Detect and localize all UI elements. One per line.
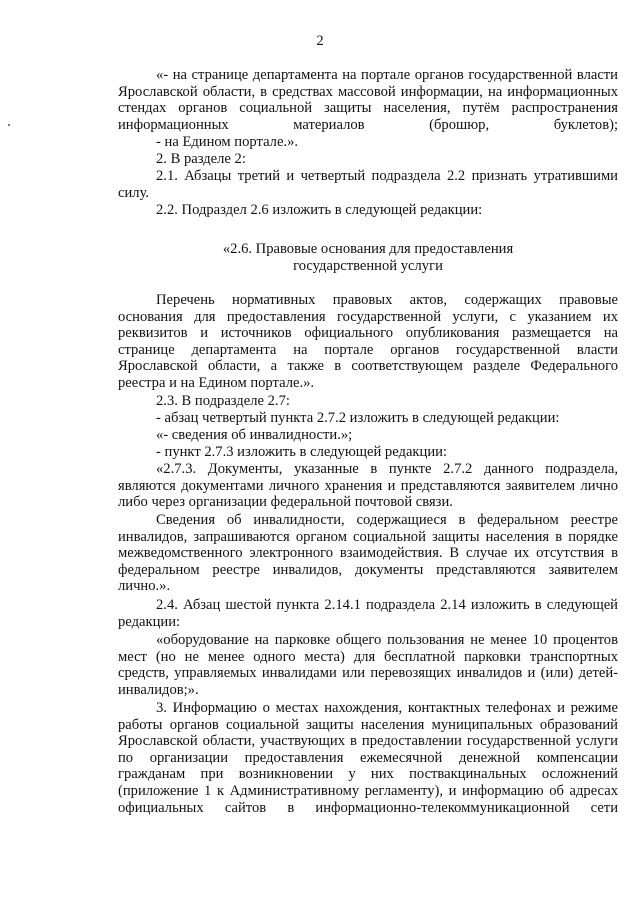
paragraph-6: Перечень нормативных правовых актов, содержащих правовые основания для предоставления государственной услуги, с указанием их реквизитов и источников официального опубликования размещается на странице департамента на портале органов государственной власти Ярославской области, а также в соответствующем разделе Федерального реестра и на Едином портале.». (118, 292, 618, 391)
heading-line-1: «2.6. Правовые основания для предоставления (222, 241, 514, 257)
scan-dot (8, 124, 10, 126)
paragraph-7: 2.3. В подразделе 2.7: (156, 393, 290, 409)
paragraph-5: 2.2. Подраздел 2.6 изложить в следующей редакции: (156, 202, 483, 218)
paragraph-15: 3. Информацию о местах нахождения, контактных телефонах и режиме работы органов социальной защиты населения муниципальных образований Ярославской области, участвующих в предоставлении государственной услуги по организации предоставления ежемесячной денежной компенсации гражданам при возникновении у них поствакцинальных осложнений (приложение 1 к Административному регламенту), и информацию об адресах официальных сайтов в информационно-телекоммуникационной сети (118, 700, 618, 816)
paragraph-2: - на Едином портале.». (156, 134, 299, 150)
section-heading (118, 241, 618, 274)
paragraph-1: «- на странице департамента на портале органов государственной власти Ярославской области, в средствах массовой информации, на информационных стендах органов социальной защиты населения, путём распространения информационных материалов (брошюр, буклетов); (118, 67, 618, 133)
paragraph-14: «оборудование на парковке общего пользования не менее 10 процентов мест (но не менее одного места) для бесплатной парковки транспортных средств, управляемых инвалидами или перевозящих инвалидов и (или) детей-инвалидов;». (118, 632, 618, 698)
page-number: 2 (316, 33, 324, 49)
paragraph-4: 2.1. Абзацы третий и четвертый подраздела 2.2 признать утратившими силу. (118, 168, 618, 201)
paragraph-13: 2.4. Абзац шестой пункта 2.14.1 подраздела 2.14 изложить в следующей редакции: (118, 597, 618, 630)
paragraph-3: 2. В разделе 2: (156, 151, 246, 167)
paragraph-12: Сведения об инвалидности, содержащиеся в федеральном реестре инвалидов, запрашиваются органом социальной защиты населения в порядке межведомственного электронного взаимодействия. В случае их отсутствия в федеральном реестре инвалидов, документы представляются заявителем лично.». (118, 512, 618, 595)
paragraph-8: - абзац четвертый пункта 2.7.2 изложить в следующей редакции: (156, 410, 560, 426)
paragraph-10: - пункт 2.7.3 изложить в следующей редакции: (156, 444, 447, 460)
heading-line-2: государственной услуги (293, 257, 443, 274)
paragraph-9: «- сведения об инвалидности.»; (156, 427, 353, 443)
paragraph-11: «2.7.3. Документы, указанные в пункте 2.7.2 данного подраздела, являются документами личного хранения и представляются заявителем лично либо через организации федеральной почтовой связи. (118, 461, 618, 511)
